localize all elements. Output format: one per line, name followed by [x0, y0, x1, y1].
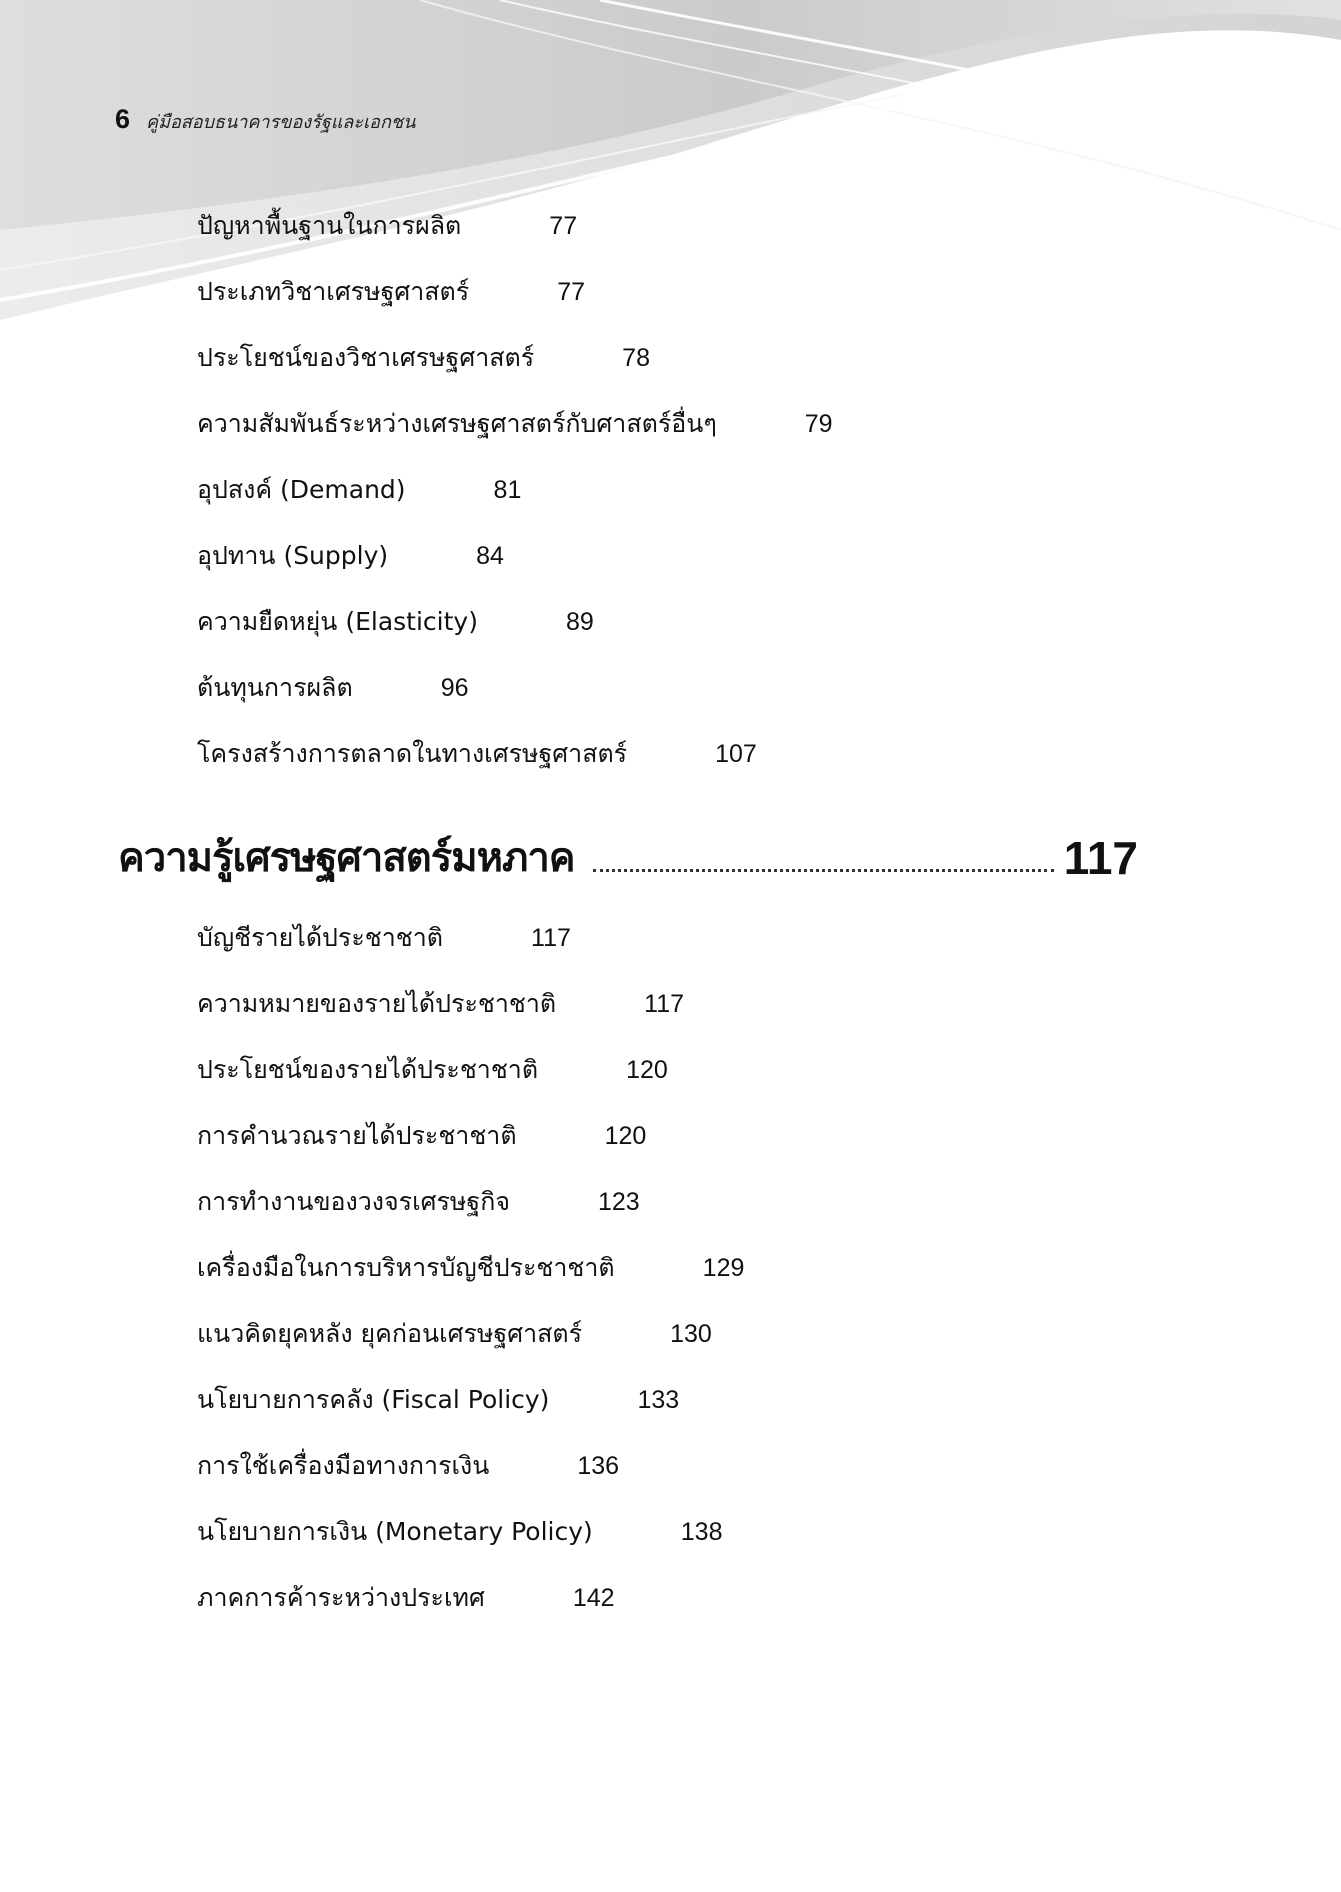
toc-entry[interactable]	[197, 1054, 668, 1086]
toc-entry-title: การคำนวณรายได้ประชาชาติ	[197, 1121, 517, 1150]
toc-entry[interactable]	[197, 672, 469, 704]
toc-entry-title: ภาคการค้าระหว่างประเทศ	[197, 1583, 485, 1612]
chapter-title: ความรู้เศรษฐศาสตร์มหภาค	[118, 835, 575, 881]
toc-entry-page: 129	[702, 1254, 745, 1282]
toc-entry-page: 81	[493, 476, 522, 504]
toc-entry-page: 138	[680, 1518, 723, 1546]
toc-entry-page: 84	[476, 542, 504, 570]
toc-entry[interactable]	[197, 276, 585, 308]
toc-entry-title: บัญชีรายได้ประชาชาติ	[197, 923, 444, 952]
toc-entry-page: 79	[804, 410, 833, 438]
toc-entry-title: โครงสร้างการตลาดในทางเศรษฐศาสตร์	[197, 739, 628, 768]
toc-entry-title: แนวคิดยุคหลัง ยุคก่อนเศรษฐศาสตร์	[197, 1319, 583, 1348]
toc-entry[interactable]	[197, 922, 571, 954]
book-title: คู่มือสอบธนาคารของรัฐและเอกชน	[146, 112, 416, 133]
toc-entry-page: 78	[622, 344, 650, 372]
toc-entry-title: ปัญหาพื้นฐานในการผลิต	[197, 211, 462, 240]
toc-entry[interactable]	[197, 1252, 744, 1284]
toc-entry-page: 123	[598, 1188, 640, 1216]
toc-entry[interactable]	[197, 474, 521, 506]
toc-entry-page: 130	[670, 1320, 712, 1348]
toc-entry[interactable]	[197, 1384, 679, 1416]
toc-entry-page: 117	[644, 990, 684, 1018]
dot-leader	[593, 868, 1054, 872]
toc-entry-title: อุปสงค์ (Demand)	[197, 475, 406, 504]
toc-entry[interactable]	[197, 606, 594, 638]
toc-entry[interactable]	[197, 1318, 712, 1350]
toc-entry-title: เครื่องมือในการบริหารบัญชีประชาชาติ	[197, 1253, 615, 1282]
toc-entry-page: 77	[557, 278, 586, 306]
toc-entry-page: 120	[604, 1122, 647, 1150]
toc-entry-title: นโยบายการเงิน (Monetary Policy)	[197, 1517, 593, 1546]
toc-entry[interactable]	[197, 342, 650, 374]
toc-entry[interactable]	[197, 1186, 640, 1218]
toc-entry-title: การใช้เครื่องมือทางการเงิน	[197, 1451, 490, 1480]
toc-entry[interactable]	[197, 1450, 619, 1482]
toc-entry-title: ต้นทุนการผลิต	[197, 673, 353, 702]
toc-entry-title: ความสัมพันธ์ระหว่างเศรษฐศาสตร์กับศาสตร์อื่นๆ	[197, 409, 717, 438]
toc-entry[interactable]	[197, 1516, 722, 1548]
toc-entry-page: 142	[572, 1584, 615, 1612]
toc-entry-title: ความยืดหยุ่น (Elasticity)	[197, 607, 478, 636]
running-header	[115, 104, 415, 136]
toc-entry-page: 77	[549, 212, 578, 240]
toc-entry-page: 89	[565, 608, 594, 636]
toc-entry-title: ความหมายของรายได้ประชาชาติ	[197, 989, 557, 1018]
toc-entry[interactable]	[197, 1582, 615, 1614]
toc-entry-page: 120	[626, 1056, 668, 1084]
chapter-page: 117	[1063, 832, 1138, 884]
toc-entry[interactable]	[197, 988, 684, 1020]
chapter-heading[interactable]	[118, 832, 1138, 884]
toc-entry-title: ประโยชน์ของรายได้ประชาชาติ	[197, 1055, 539, 1084]
toc-entry-page: 96	[440, 674, 469, 702]
toc-entry[interactable]	[197, 210, 577, 242]
toc-entry-title: อุปทาน (Supply)	[197, 541, 389, 570]
toc-entry-title: ประโยชน์ของวิชาเศรษฐศาสตร์	[197, 343, 535, 372]
toc-entry-title: นโยบายการคลัง (Fiscal Policy)	[197, 1385, 550, 1414]
toc-entry[interactable]	[197, 408, 833, 440]
page-number: 6	[115, 104, 131, 134]
toc-entry-title: การทำงานของวงจรเศรษฐกิจ	[197, 1187, 510, 1216]
toc-entry-page: 136	[577, 1452, 620, 1480]
toc-entry[interactable]	[197, 1120, 646, 1152]
toc-entry-title: ประเภทวิชาเศรษฐศาสตร์	[197, 277, 470, 306]
toc-entry[interactable]	[197, 738, 757, 770]
toc-entry-page: 107	[715, 740, 757, 768]
toc-entry-page: 133	[637, 1386, 680, 1414]
toc-entry-page: 117	[531, 924, 571, 952]
toc-entry[interactable]	[197, 540, 504, 572]
